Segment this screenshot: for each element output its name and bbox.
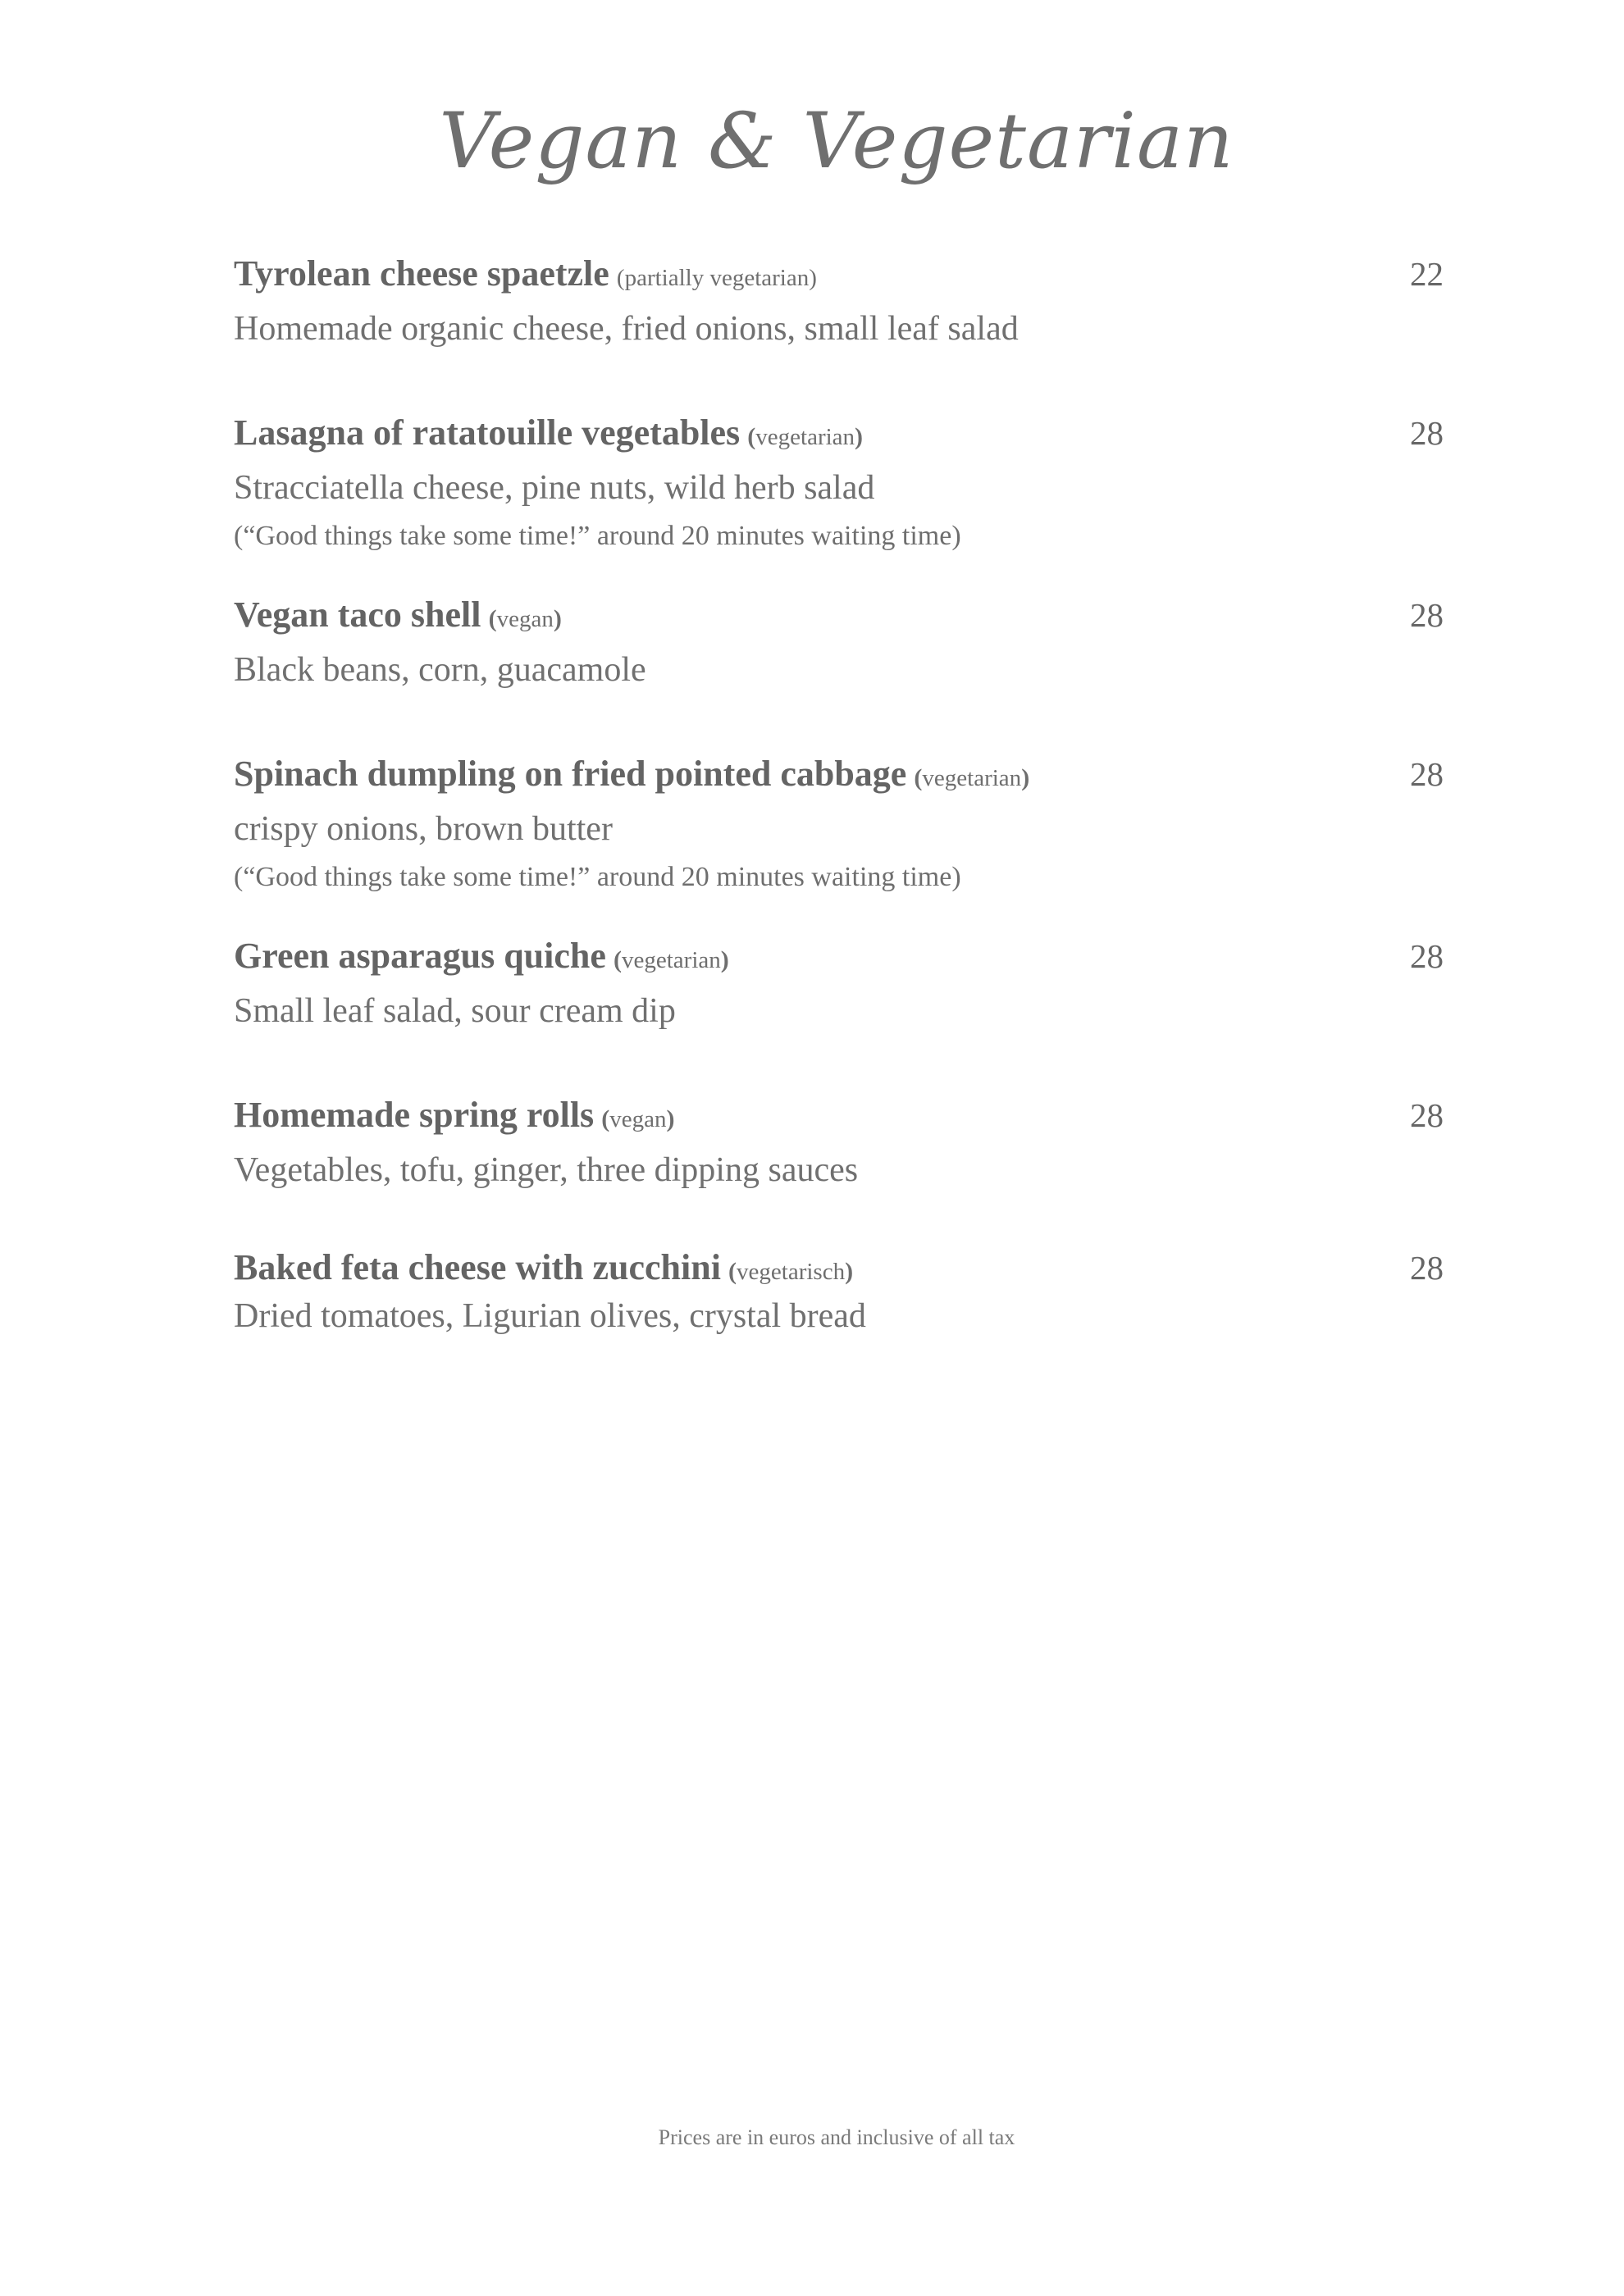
menu-item-price: 28 xyxy=(1410,1096,1444,1134)
menu-item-name: Green asparagus quiche xyxy=(234,936,606,976)
menu-item-description: Black beans, corn, guacamole xyxy=(234,651,646,689)
footer-note: Prices are in euros and inclusive of all tax xyxy=(658,2125,1015,2149)
menu-item-price: 28 xyxy=(1410,937,1444,975)
menu-item xyxy=(234,935,1444,1036)
menu-item-tag: (vegan) xyxy=(488,605,562,632)
menu-item-tag: (partially vegetarian) xyxy=(616,265,817,291)
menu-item-header xyxy=(234,412,1444,462)
menu-item-tag: (vegetarisch) xyxy=(728,1258,854,1285)
menu-item-tag-label: vegetarian xyxy=(755,424,855,450)
menu-item-tag-label: vegetarian xyxy=(622,947,721,973)
menu-item xyxy=(234,253,1444,354)
menu-item-tag: (vegetarian) xyxy=(614,946,729,973)
menu-item-name: Lasagna of ratatouille vegetables xyxy=(234,412,741,453)
menu-item xyxy=(234,753,1444,900)
menu-item-title xyxy=(234,253,817,294)
menu-item-tag: (vegan) xyxy=(601,1105,675,1132)
menu-item-name: Tyrolean cheese spaetzle xyxy=(234,253,609,294)
menu-item-description: Homemade organic cheese, fried onions, small leaf salad xyxy=(234,310,1019,348)
menu-item-header xyxy=(234,253,1444,303)
menu-item-description: Stracciatella cheese, pine nuts, wild herb salad xyxy=(234,469,875,507)
menu-item-tag-label: vegetarian xyxy=(922,765,1022,791)
menu-item-header xyxy=(234,594,1444,645)
menu-item-header xyxy=(234,935,1444,986)
menu-item-description: crispy onions, brown butter xyxy=(234,810,613,848)
menu-item-tag: (vegetarian) xyxy=(747,423,864,450)
menu-item xyxy=(234,594,1444,695)
menu-item-note: (“Good things take some time!” around 20 minutes waiting time) xyxy=(234,862,961,892)
menu-item-tag: (vegetarian) xyxy=(914,764,1030,791)
menu-item-tag-label: vegetarisch xyxy=(737,1259,846,1285)
menu-list xyxy=(234,253,1444,1342)
menu-item xyxy=(234,412,1444,559)
menu-item-price: 22 xyxy=(1410,255,1444,293)
menu-item-header xyxy=(234,1094,1444,1145)
menu-item-title xyxy=(234,753,1029,795)
menu-item-title xyxy=(234,594,562,636)
menu-item-title xyxy=(234,1246,853,1288)
menu-item-price: 28 xyxy=(1410,414,1444,452)
menu-item-tag-label: vegan xyxy=(496,606,554,632)
menu-item-price: 28 xyxy=(1410,1249,1444,1287)
menu-item-description: Dried tomatoes, Ligurian olives, crystal bread xyxy=(234,1297,866,1335)
menu-item-name: Baked feta cheese with zucchini xyxy=(234,1247,721,1287)
menu-item-name: Vegan taco shell xyxy=(234,594,481,635)
menu-item-title xyxy=(234,935,729,977)
menu-item-title xyxy=(234,1094,675,1136)
menu-item-header xyxy=(234,753,1444,804)
menu-item-price: 28 xyxy=(1410,596,1444,634)
menu-item-description: Small leaf salad, sour cream dip xyxy=(234,992,676,1030)
menu-item-note: (“Good things take some time!” around 20 minutes waiting time) xyxy=(234,521,961,551)
menu-item xyxy=(234,1246,1444,1342)
menu-item-header xyxy=(234,1246,1444,1291)
menu-item-name: Homemade spring rolls xyxy=(234,1095,595,1135)
menu-item-price: 28 xyxy=(1410,755,1444,793)
menu-item-tag-label: vegan xyxy=(609,1106,667,1132)
menu-item-title xyxy=(234,412,863,453)
page-title: Vegan & Vegetarian xyxy=(439,97,1234,186)
menu-item-tag-label: partially vegetarian xyxy=(624,265,810,291)
menu-item-name: Spinach dumpling on fried pointed cabbage xyxy=(234,754,907,794)
menu-item xyxy=(234,1094,1444,1196)
menu-item-description: Vegetables, tofu, ginger, three dipping sauces xyxy=(234,1151,859,1189)
